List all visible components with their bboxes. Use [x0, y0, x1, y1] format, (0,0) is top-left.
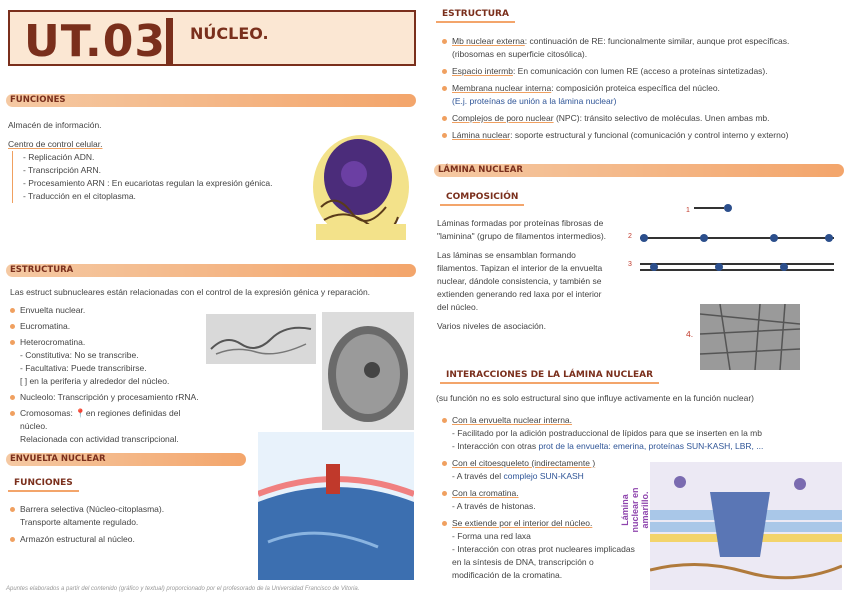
term: Lámina nuclear	[452, 130, 511, 140]
text: complejo SUN-KASH	[503, 471, 584, 481]
term: Mb nuclear externa	[452, 36, 525, 46]
lamina-text	[437, 217, 615, 333]
term: Complejos de poro nuclear	[452, 113, 554, 123]
lamin-assembly-diagram	[624, 186, 844, 286]
cell-diagram-image	[306, 112, 416, 252]
list-subitem: - A través de histonas.	[452, 501, 536, 511]
text-paragraph: Láminas formadas por proteínas fibrosas de "laminina" (grupo de filamentos intermedios).	[437, 218, 607, 241]
list-subitem: - Facilitado por la adición postraduccional de lípidos para que se inserten en la mb	[452, 428, 762, 438]
fig-label: 4.	[686, 329, 694, 339]
section-heading: FUNCIONES	[10, 95, 66, 105]
subsection-heading: COMPOSICIÓN	[440, 192, 524, 206]
unit-code: UT.03	[24, 16, 167, 67]
page-title: NÚCLEO.	[190, 24, 269, 43]
envuelta-list	[10, 503, 250, 546]
footer-note: Apuntes elaborados a partir del contenido (gráfico y textual) proporcionado por el profesorado de la Universidad Francisco de Vitoria.	[6, 586, 360, 592]
list-item: - Procesamiento ARN : En eucariotas regulan la expresión génica.	[23, 178, 273, 188]
fig-label: 3	[628, 261, 632, 268]
list-item: Con la envuelta nuclear interna.	[442, 414, 842, 427]
lamina-micrograph-image	[700, 304, 800, 370]
section-band-funciones	[6, 94, 416, 107]
fig-label: 1	[686, 207, 690, 214]
term: Espacio intermb	[452, 66, 513, 76]
section-heading: ESTRUCTURA	[10, 265, 74, 275]
text: (E.j. proteínas de unión a la lámina nuclear)	[452, 96, 617, 106]
list-item: Cromosomas: 📍en regiones definidas del núcleo.	[10, 407, 210, 433]
subsection-heading: FUNCIONES	[8, 478, 79, 492]
nuclear-envelope-image	[258, 432, 414, 580]
micrograph-nucleus-image	[322, 312, 414, 430]
estructura-right-list	[442, 35, 842, 142]
list-item: - Traducción en el citoplasma.	[23, 191, 136, 201]
text: : En comunicación con lumen RE (acceso a proteínas sintetizadas).	[512, 66, 768, 76]
rotated-caption: Lámina nuclear en amarillo.	[620, 487, 650, 533]
text-line: Centro de control celular.	[8, 139, 103, 149]
text-paragraph: Varios niveles de asociación.	[437, 321, 546, 331]
text-line: Almacén de información.	[8, 120, 102, 130]
text: - A través del	[452, 471, 504, 481]
text: - Interacción con otras	[452, 441, 539, 451]
section-band-envuelta	[6, 453, 246, 466]
list-subitem: Relacionada con actividad transcripcional.	[20, 434, 179, 444]
list-subitem: - Constitutiva: No se transcribe.	[20, 350, 139, 360]
funciones-text	[8, 119, 308, 203]
subsection-heading: INTERACCIONES DE LA LÁMINA NUCLEAR	[440, 370, 659, 384]
fig-label: 2	[628, 233, 632, 240]
list-item: Barrera selectiva (Núcleo-citoplasma).	[10, 503, 250, 516]
list-item: Se extiende por el interior del núcleo.	[442, 517, 842, 530]
section-band-lamina	[434, 164, 844, 177]
list-item: Con la cromatina.	[442, 487, 842, 500]
lamina-interactions-image	[650, 462, 842, 590]
title-divider	[166, 18, 173, 64]
section-heading: ENVUELTA NUCLEAR	[10, 454, 106, 464]
list-subitem: - Forma una red laxa	[452, 531, 531, 541]
text: : composición proteica específica del núcleo.	[551, 83, 720, 93]
text-paragraph: Las láminas se ensamblan formando filamentos. Tapizan el interior de la envuelta nuclear, dándole consistencia, y también se extienden generando red laxa por el interior del núcleo.	[437, 250, 603, 312]
list-subitem: Transporte altamente regulado.	[20, 517, 139, 527]
text: prot de la envuelta: emerina, proteínas SUN-KASH, LBR, ...	[538, 441, 764, 451]
list-item: Envuelta nuclear.	[10, 304, 210, 317]
text: (ribosomas en superficie citosólica).	[452, 49, 588, 59]
list-item: - Replicación ADN.	[23, 152, 95, 162]
text: (NPC): tránsito selectivo de moléculas. Unen ambas mb.	[553, 113, 770, 123]
list-item: Heterocromatina.	[10, 336, 210, 349]
subsection-heading: ESTRUCTURA	[436, 9, 515, 23]
section-band-estructura	[6, 264, 416, 277]
term: Membrana nuclear interna	[452, 83, 552, 93]
list-subitem: [ ] en la periferia y alrededor del núcleo.	[20, 376, 170, 386]
estructura-list	[10, 304, 210, 446]
list-item: - Transcripción ARN.	[23, 165, 101, 175]
interacciones-intro: (su función no es solo estructural sino que influye activamente en la función nuclear)	[436, 393, 754, 403]
micrograph-chromatin-image	[206, 314, 316, 364]
list-subitem: - Facultativa: Puede transcribirse.	[20, 363, 147, 373]
list-subitem: - Interacción con otras prot nucleares implicadas en la síntesis de DNA, transcripción o modificación de la cromatina.	[452, 544, 635, 580]
estructura-intro: Las estruct subnucleares están relacionadas con el control de la expresión génica y reparación.	[10, 287, 371, 297]
list-item: Con el citoesqueleto (indirectamente )	[442, 457, 842, 470]
section-heading: LÁMINA NUCLEAR	[438, 165, 523, 175]
list-item: Nucleolo: Transcripción y procesamiento rRNA.	[10, 391, 210, 404]
text: : continuación de RE: funcionalmente similar, aunque prot específicas.	[524, 36, 790, 46]
text: : soporte estructural y funcional (comunicación y control interno y externo)	[510, 130, 789, 140]
list-item: Eucromatina.	[10, 320, 210, 333]
list-item: Armazón estructural al núcleo.	[10, 533, 250, 546]
